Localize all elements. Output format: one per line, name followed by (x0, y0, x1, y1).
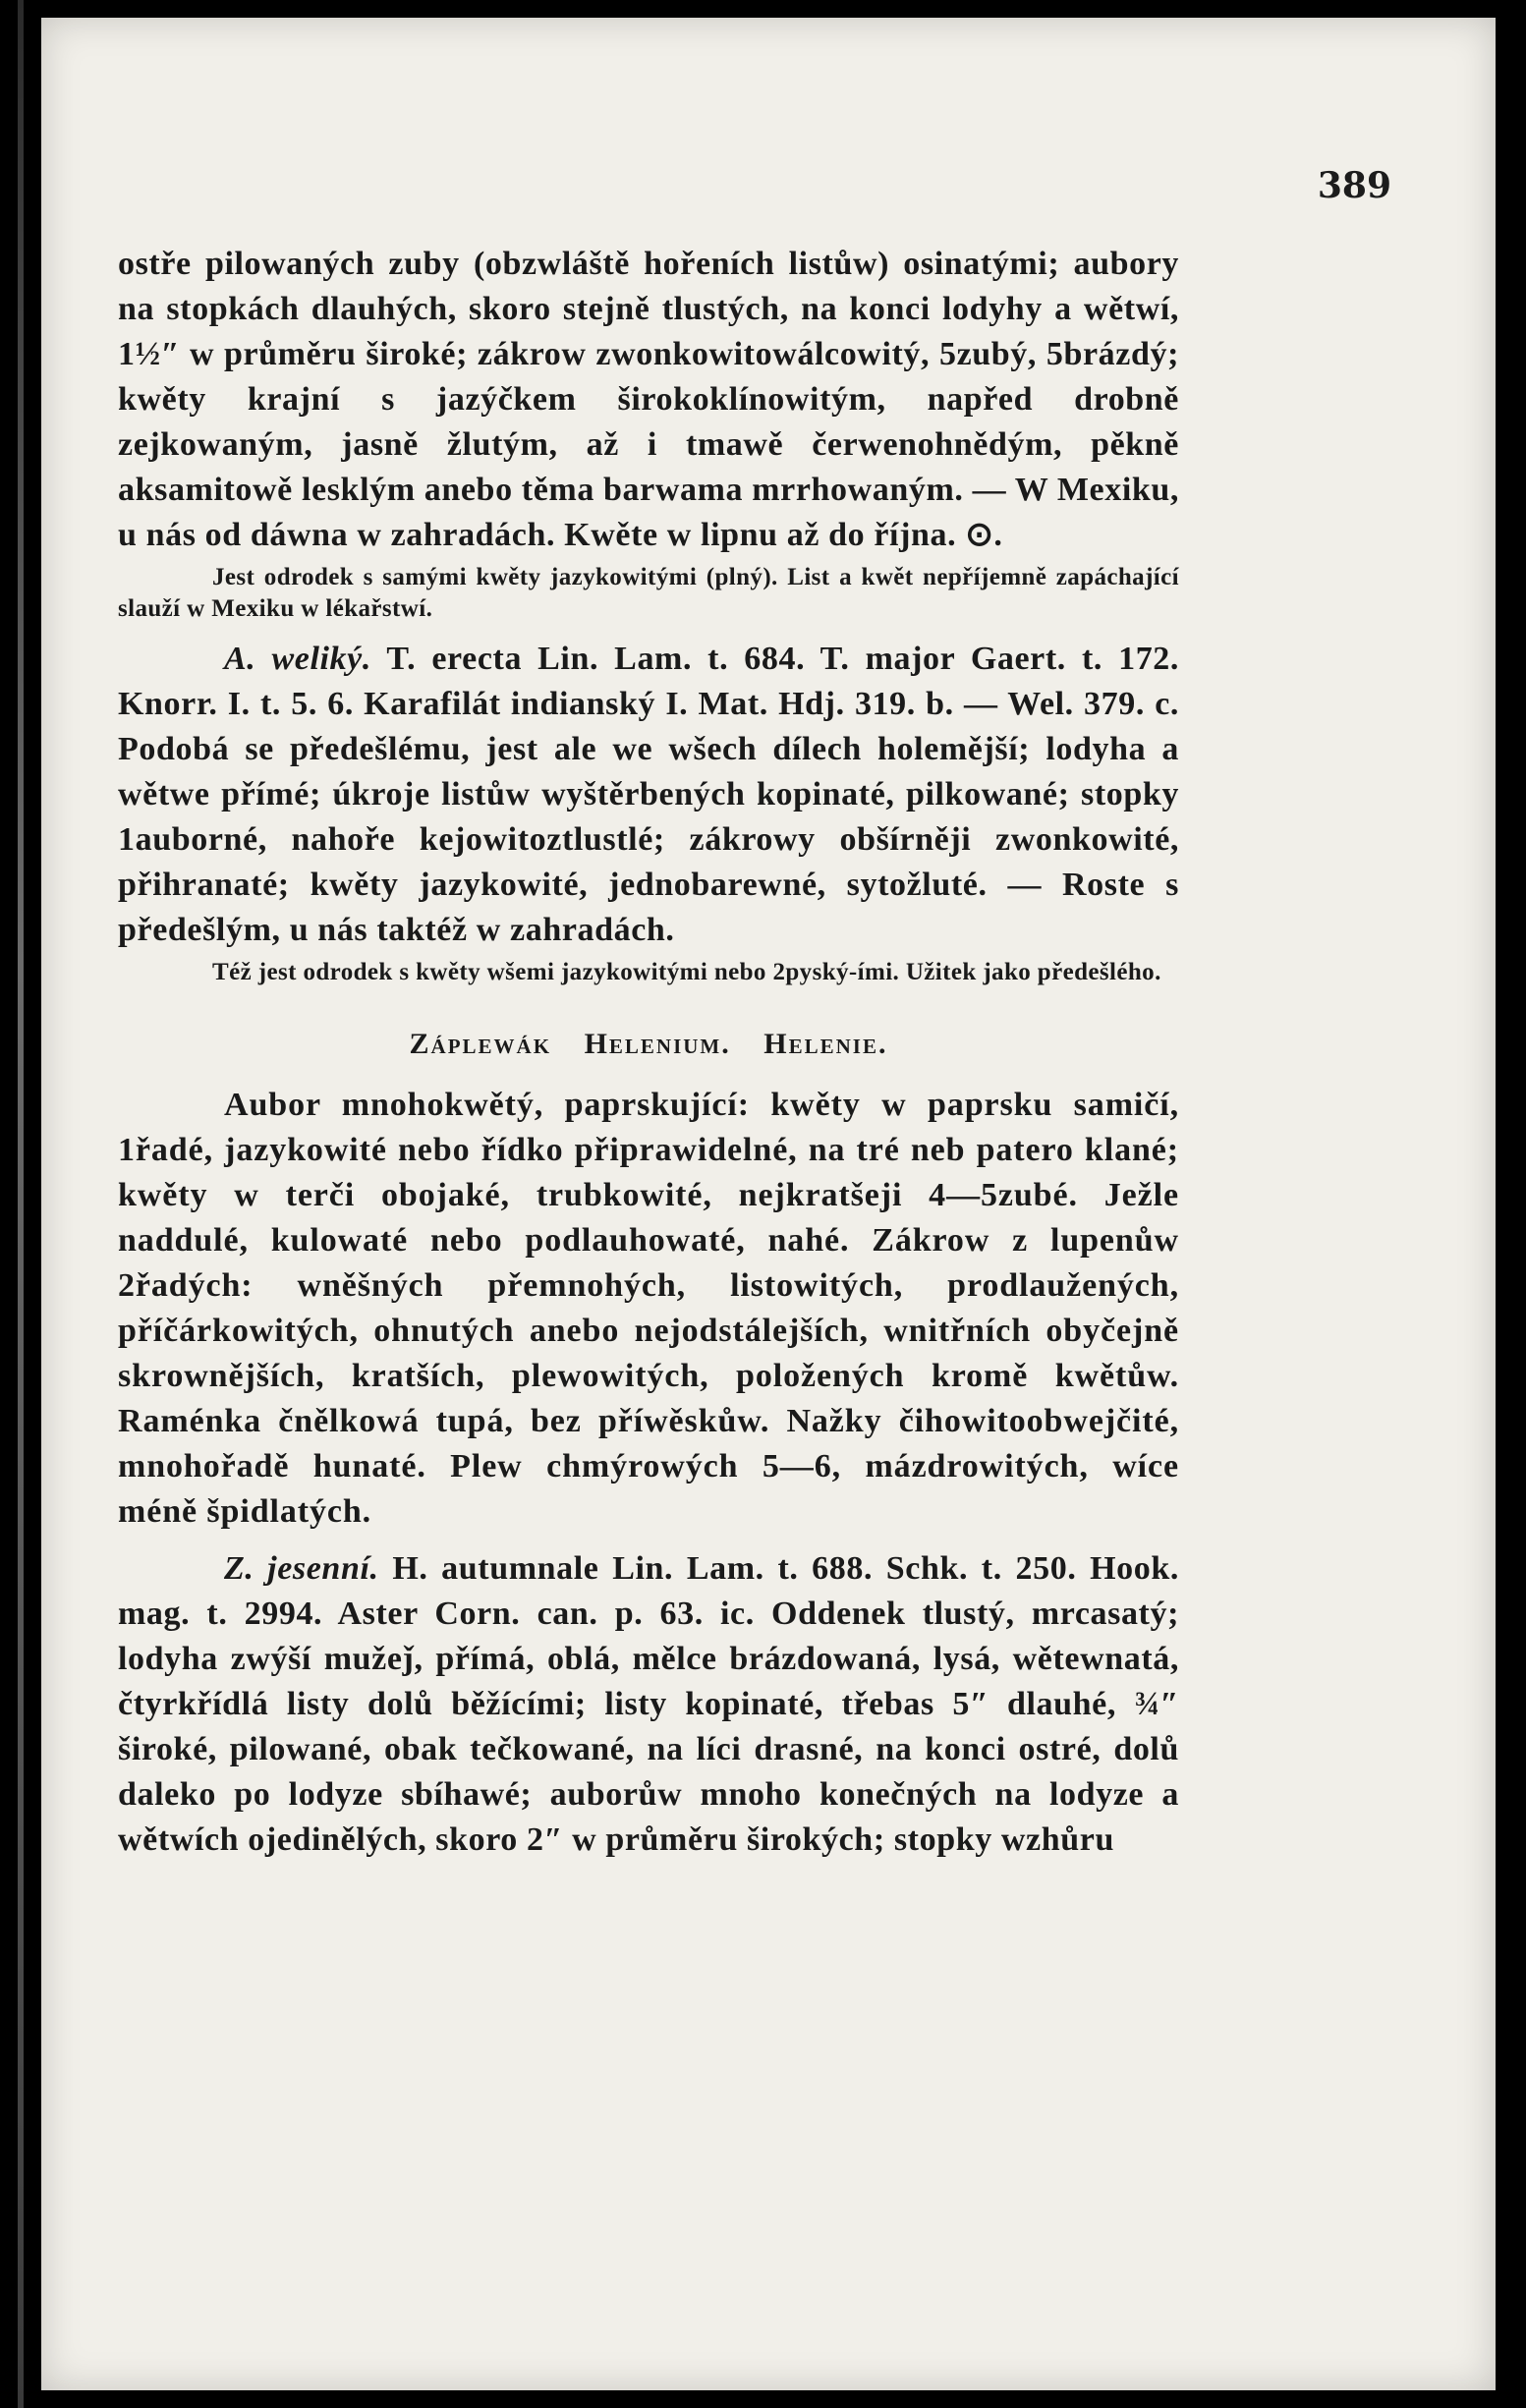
book-spine-edge (18, 0, 24, 2408)
genus-alt-name: Helenie. (763, 1028, 888, 1060)
species-a-entry (118, 637, 1179, 953)
species-a-name: A. weliký. (224, 641, 371, 677)
page-body (118, 242, 1179, 1863)
genus-latin-name: Helenium. (584, 1028, 731, 1060)
species-z-name: Z. jesenní. (224, 1550, 379, 1587)
genus-heading (118, 1028, 1179, 1061)
species-a-note: Též jest odrodek s kwěty wšemi jazykowitými nebo 2pyský-ími. Užitek jako předešlého. (212, 959, 1161, 985)
genus-czech-name: Záplewák (409, 1028, 552, 1060)
book-page (41, 18, 1496, 2390)
species-z-entry (118, 1546, 1179, 1863)
species-z-description: H. autumnale Lin. Lam. t. 688. Schk. t. 250. Hook. mag. t. 2994. Aster Corn. can. p. 63. ic. Oddenek tlustý, mrcasatý; lodyha zwýší mužeǰ, přímá, oblá, mělce brázdowaná, lysá, wětewnatá, čtyrkřídlá listy dolů běžícími; listy kopinaté, třebas 5″ dlauhé, ¾″ široké, pilowané, obak tečkowané, na líci drasné, na konci ostré, dolů daleko po lodyze sbíhawé; auborůw mnoho konečných na lodyze a wětwích ojedinělých, skoro 2″ w průměru širokých; stopky wzhůru (118, 1550, 1179, 1858)
intro-paragraph: ostře pilowaných zuby (obzwláště hořeních listůw) osinatými; aubory na stopkách dlauhých, skoro stejně tlustých, na konci lodyhy a wětwí, 1½″ w průměru široké; zákrow zwonkowitowálcowitý, 5zubý, 5brázdý; kwěty krajní s jazýčkem širokoklínowitým, napřed drobně zejkowaným, jasně žlutým, až i tmawě čerwenohnědým, pěkně aksamitowě lesklým anebo těma barwama mrrhowaným. — W Mexiku, u nás od dáwna w zahradách. Kwěte w lipnu až do října. ⊙. (118, 246, 1179, 553)
page-number: 389 (1317, 165, 1391, 206)
intro-note: Jest odrodek s samými kwěty jazykowitými (plný). List a kwět nepříjemně zapáchající slauží w Mexiku w lékařstwí. (118, 564, 1179, 622)
species-a-description: T. erecta Lin. Lam. t. 684. T. major Gaert. t. 172. Knorr. I. t. 5. 6. Karafilát indianský I. Mat. Hdj. 319. b. — Wel. 379. c. Podobá se předešlému, jest ale we wšech dílech holemější; lodyha a wětwe přímé; úkroje listůw wyštěrbených kopinaté, pilkowané; stopky 1auborné, nahoře kejowitoztlustlé; zákrowy obšírněji zwonkowité, přihranaté; kwěty jazykowité, jednobarewné, sytožluté. — Roste s předešlým, u nás taktéž w zahradách. (118, 641, 1179, 948)
genus-description: Aubor mnohokwětý, paprskující: kwěty w paprsku samičí, 1řadé, jazykowité nebo řídko připrawidelné, na tré neb patero klané; kwěty w terči obojaké, trubkowité, nejkratšeji 4—5zubé. Ježle naddulé, kulowaté nebo podlauhowaté, nahé. Zákrow z lupenůw 2řadých: wněšných přemnohých, listowitých, prodlaužených, příčárkowitých, ohnutých anebo nejodstálejších, wnitřních obyčejně skrownějších, kratších, plewowitých, položených kromě kwětůw. Raménka čnělkowá tupá, bez příwěskůw. Nažky čihowitoobwejčité, mnohořadě hunaté. Plew chmýrowých 5—6, mázdrowitých, wíce méně špidlatých. (118, 1087, 1179, 1530)
